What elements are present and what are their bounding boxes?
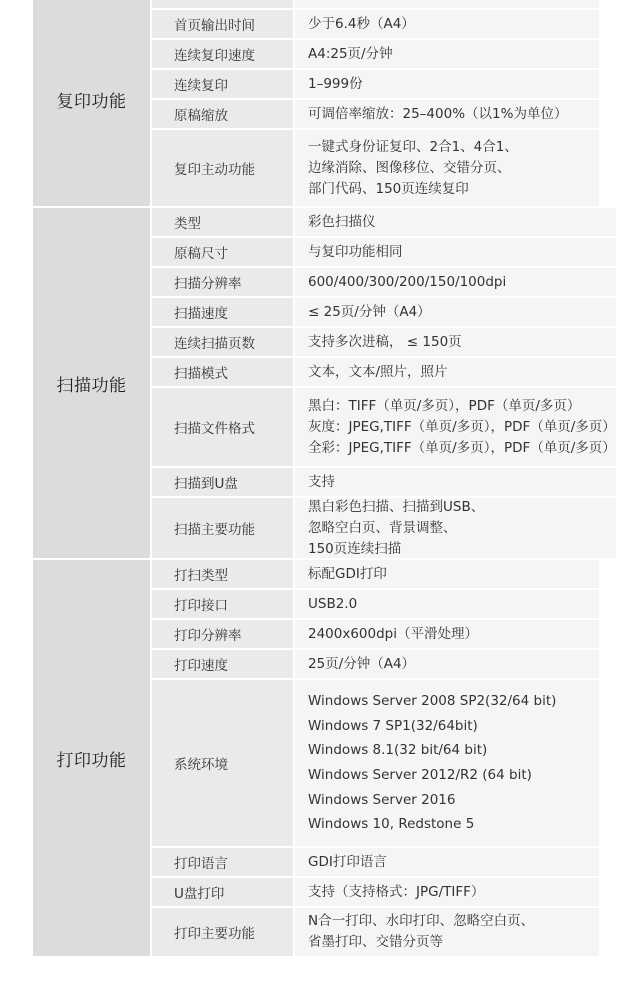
- spec-value: [295, 40, 599, 68]
- spec-value-line: 标配GDI打印: [308, 565, 387, 582]
- spec-row: [152, 100, 599, 130]
- spec-value-line: Windows 7 SP1(32/64bit): [308, 717, 478, 734]
- spec-key: 扫描速度: [152, 298, 295, 326]
- spec-value-line: 彩色扫描仪: [308, 213, 376, 230]
- spec-value-line: 灰度：JPEG,TIFF（单页/多页），PDF（单页/多页）: [308, 418, 616, 435]
- spec-value-line: Windows 8.1(32 bit/64 bit): [308, 742, 488, 759]
- spec-value: [295, 268, 616, 296]
- spec-key: 系统环境: [152, 680, 295, 846]
- spec-value: [295, 878, 599, 906]
- spec-value: [295, 70, 599, 98]
- spec-value-line: 支持（支持格式：JPG/TIFF）: [308, 883, 485, 900]
- spec-value-line: 边缘消除、图像移位、交错分页、: [308, 159, 511, 176]
- spec-value: [295, 590, 599, 618]
- spec-value: [295, 680, 599, 846]
- spec-key: 打印速度: [152, 650, 295, 678]
- spec-key: 类型: [152, 208, 295, 236]
- spec-value: [295, 848, 599, 876]
- spec-row: [152, 238, 616, 268]
- spec-value: [295, 908, 599, 956]
- spec-key: 扫描主要功能: [152, 498, 295, 558]
- spec-value-line: 可调倍率缩放：25–400%（以1%为单位）: [308, 105, 568, 122]
- spec-value: [295, 208, 616, 236]
- spec-value: [295, 358, 616, 386]
- spec-key: 连续复印: [152, 70, 295, 98]
- spec-value-line: ≤ 25页/分钟（A4）: [308, 303, 431, 320]
- section-category: 复印功能: [33, 0, 152, 206]
- spec-section: [33, 208, 616, 560]
- spec-value-line: 2400x600dpi（平滑处理）: [308, 625, 479, 642]
- spec-value-line: Windows Server 2016: [308, 791, 456, 808]
- spec-row: [152, 10, 599, 40]
- section-category: 扫描功能: [33, 208, 152, 558]
- spec-value-line: N合一打印、水印打印、忽略空白页、: [308, 913, 535, 929]
- spec-row: [152, 358, 616, 388]
- spec-key: 扫描分辨率: [152, 268, 295, 296]
- spec-row: [152, 848, 599, 878]
- spec-value: [295, 650, 599, 678]
- spec-value: [295, 498, 616, 558]
- spec-value: [295, 10, 599, 38]
- spec-row: [152, 208, 616, 238]
- spec-value-line: 支持多次进稿， ≤ 150页: [308, 333, 462, 350]
- spec-key: 复印主动功能: [152, 130, 295, 206]
- spec-row: [152, 298, 616, 328]
- spec-value-line: USB2.0: [308, 595, 358, 612]
- spec-row: [152, 268, 616, 298]
- spec-row: [152, 70, 599, 100]
- spec-row: [152, 130, 599, 206]
- spec-key: [152, 0, 295, 8]
- spec-value-line: 部门代码、150页连续复印: [308, 180, 469, 197]
- spec-value-line: 150页连续扫描: [308, 540, 402, 557]
- spec-row: [152, 498, 616, 558]
- spec-value-line: 25页/分钟（A4）: [308, 655, 416, 672]
- spec-key: 打扫类型: [152, 560, 295, 588]
- spec-row: [152, 328, 616, 358]
- spec-value-line: 黑白彩色扫描、扫描到USB、: [308, 498, 485, 515]
- spec-key: 原稿缩放: [152, 100, 295, 128]
- spec-key: 扫描模式: [152, 358, 295, 386]
- spec-value-line: 少于6.4秒（A4）: [308, 15, 415, 32]
- spec-row: [152, 680, 599, 848]
- spec-value: [295, 560, 599, 588]
- spec-row: [152, 908, 599, 956]
- spec-value: [295, 130, 599, 206]
- spec-value-line: 文本，文本/照片，照片: [308, 363, 448, 380]
- spec-key: 打印主要功能: [152, 908, 295, 956]
- spec-key: 原稿尺寸: [152, 238, 295, 266]
- spec-value: [295, 298, 616, 326]
- spec-value: [295, 388, 616, 466]
- spec-row: [152, 590, 599, 620]
- spec-value-line: 省墨打印、交错分页等: [308, 934, 443, 950]
- spec-value-line: 1–999份: [308, 75, 363, 92]
- spec-value-line: 黑白：TIFF（单页/多页），PDF（单页/多页）: [308, 397, 581, 414]
- spec-key: 连续复印速度: [152, 40, 295, 68]
- spec-value: [295, 0, 599, 8]
- spec-key: 打印接口: [152, 590, 295, 618]
- spec-value: [295, 468, 616, 496]
- spec-value-line: 全彩：JPEG,TIFF（单页/多页），PDF（单页/多页）: [308, 439, 616, 456]
- spec-row: [152, 560, 599, 590]
- spec-value: [295, 238, 616, 266]
- spec-value-line: 600/400/300/200/150/100dpi: [308, 273, 507, 290]
- spec-key: 扫描文件格式: [152, 388, 295, 466]
- spec-value: [295, 620, 599, 648]
- spec-value-line: A4:25页/分钟: [308, 45, 393, 62]
- spec-key: 打印语言: [152, 848, 295, 876]
- spec-key: U盘打印: [152, 878, 295, 906]
- spec-value-line: Windows Server 2008 SP2(32/64 bit): [308, 693, 557, 710]
- spec-row: [152, 620, 599, 650]
- spec-value: [295, 100, 599, 128]
- spec-key: 扫描到U盘: [152, 468, 295, 496]
- spec-key: 连续扫描页数: [152, 328, 295, 356]
- spec-value-line: Windows Server 2012/R2 (64 bit): [308, 767, 532, 783]
- spec-section: [33, 560, 599, 956]
- spec-value-line: 忽略空白页、背景调整、: [308, 519, 457, 536]
- spec-row: [152, 650, 599, 680]
- spec-row: [152, 878, 599, 908]
- spec-row: [152, 0, 599, 10]
- spec-value-line: GDI打印语言: [308, 853, 387, 870]
- spec-key: 首页输出时间: [152, 10, 295, 38]
- spec-value-line: Windows 10, Redstone 5: [308, 816, 475, 833]
- spec-value: [295, 328, 616, 356]
- section-category: 打印功能: [33, 560, 152, 956]
- spec-value-line: 与复印功能相同: [308, 243, 403, 260]
- spec-row: [152, 40, 599, 70]
- spec-row: [152, 468, 616, 498]
- spec-row: [152, 388, 616, 468]
- spec-value-line: 支持: [308, 473, 335, 490]
- spec-key: 打印分辨率: [152, 620, 295, 648]
- spec-table: [33, 0, 616, 956]
- spec-section: [33, 0, 599, 208]
- spec-value-line: 一键式身份证复印、2合1、4合1、: [308, 138, 518, 155]
